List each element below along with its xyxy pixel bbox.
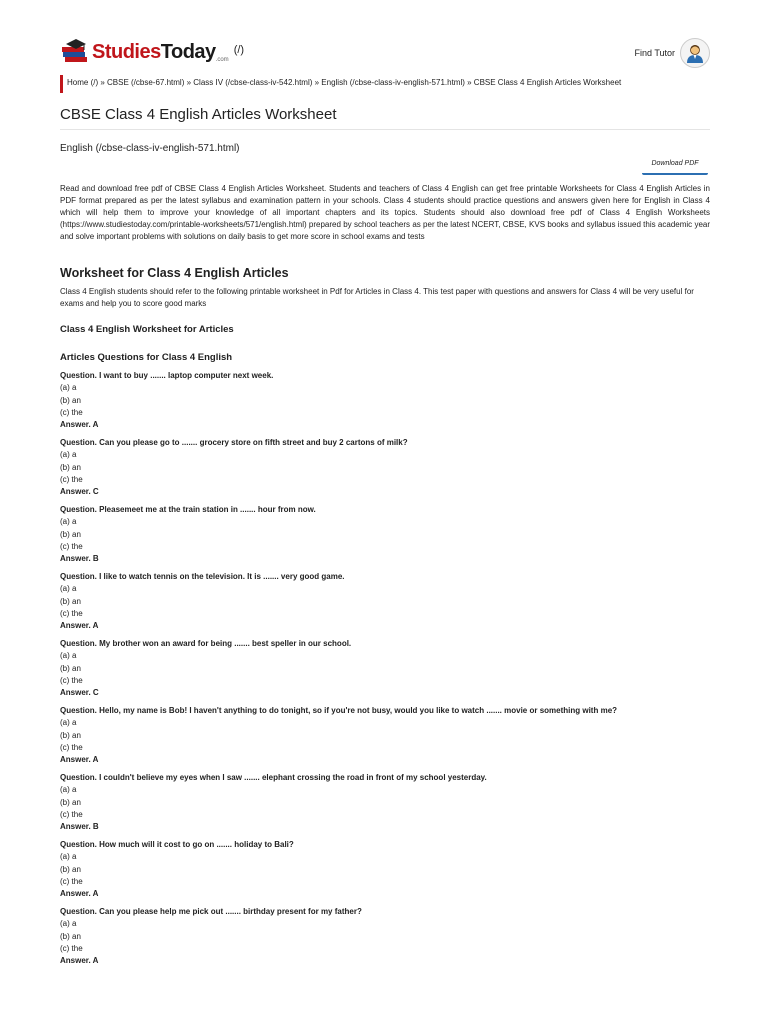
question-text: Question. Hello, my name is Bob! I haven't anything to do tonight, so if you're not busy, would you like to watch ....... movie or something with me? bbox=[60, 706, 618, 715]
option-a: (a) a bbox=[60, 651, 77, 661]
answer: Answer. A bbox=[60, 420, 99, 430]
option-b: (b) an bbox=[60, 529, 81, 539]
question-list bbox=[60, 370, 710, 973]
option-b: (b) an bbox=[60, 864, 81, 874]
option-c: (c) the bbox=[60, 742, 83, 752]
question-text: Question. Can you please help me pick out ....... birthday present for my father? bbox=[60, 907, 362, 916]
title-divider bbox=[60, 129, 710, 130]
option-c: (c) the bbox=[60, 876, 83, 886]
option-c: (c) the bbox=[60, 943, 83, 953]
logo-com: .com bbox=[215, 57, 229, 63]
option-a: (a) a bbox=[60, 919, 77, 929]
download-pdf-button[interactable]: Download PDF bbox=[642, 157, 708, 175]
option-c: (c) the bbox=[60, 541, 83, 551]
question-text: Question. I want to buy ....... laptop computer next week. bbox=[60, 371, 274, 380]
option-c: (c) the bbox=[60, 809, 83, 819]
question-item bbox=[60, 906, 710, 973]
question-item bbox=[60, 772, 710, 839]
site-logo[interactable] bbox=[60, 38, 244, 64]
section-description: Class 4 English students should refer to the following printable worksheet in Pdf for Articles in Class 4. This test paper with questions and answers for Class 4 will be very useful for exams and help you to score good marks bbox=[60, 287, 694, 308]
option-b: (b) an bbox=[60, 730, 81, 740]
answer: Answer. A bbox=[60, 755, 99, 765]
option-b: (b) an bbox=[60, 663, 81, 673]
option-c: (c) the bbox=[60, 608, 83, 618]
answer: Answer. B bbox=[60, 554, 99, 564]
question-item bbox=[60, 571, 710, 638]
option-c: (c) the bbox=[60, 675, 83, 685]
home-link[interactable]: (/) bbox=[233, 44, 245, 56]
option-c: (c) the bbox=[60, 407, 83, 417]
answer: Answer. A bbox=[60, 956, 99, 966]
subject-link[interactable]: English (/cbse-class-iv-english-571.html) bbox=[60, 143, 240, 154]
page-title: CBSE Class 4 English Articles Worksheet bbox=[60, 106, 337, 123]
find-tutor-label[interactable]: Find Tutor bbox=[634, 48, 675, 58]
question-item bbox=[60, 839, 710, 906]
option-a: (a) a bbox=[60, 450, 77, 460]
option-b: (b) an bbox=[60, 395, 81, 405]
books-icon bbox=[60, 38, 90, 64]
answer: Answer. A bbox=[60, 621, 99, 631]
question-text: Question. My brother won an award for being ....... best speller in our school. bbox=[60, 639, 352, 648]
intro-paragraph: Read and download free pdf of CBSE Class 4 English Articles Worksheet. Students and teachers of Class 4 English can get free printable Worksheets for Class 4 English Articles in PDF format prepared as per the latest syllabus and examination pattern in your schools. Class 4 students should practice questions and answers given here for English in Class 4 which will help them to improve your knowledge of all important chapters and its topics. Students should also download free pdf of Class 4 English Worksheets (https://www.studiestoday.com/printable-worksheets/571/english.html) prepared by school teachers as per the latest NCERT, CBSE, KVS books and syllabus issued this academic year and solve important problems with solutions on daily basis to get more score in school exams and tests bbox=[60, 184, 710, 241]
answer: Answer. C bbox=[60, 688, 99, 698]
option-a: (a) a bbox=[60, 852, 77, 862]
option-a: (a) a bbox=[60, 383, 77, 393]
question-text: Question. Can you please go to ....... grocery store on fifth street and buy 2 cartons of milk? bbox=[60, 438, 408, 447]
question-item bbox=[60, 638, 710, 705]
site-header bbox=[60, 38, 710, 72]
question-item bbox=[60, 504, 710, 571]
logo-wordmark: StudiesToday bbox=[92, 41, 216, 63]
option-a: (a) a bbox=[60, 785, 77, 795]
option-b: (b) an bbox=[60, 931, 81, 941]
question-item bbox=[60, 437, 710, 504]
option-b: (b) an bbox=[60, 797, 81, 807]
question-text: Question. Pleasemeet me at the train station in ....... hour from now. bbox=[60, 505, 316, 514]
option-c: (c) the bbox=[60, 474, 83, 484]
question-item bbox=[60, 370, 710, 437]
tutor-avatar-icon[interactable] bbox=[680, 38, 710, 68]
option-a: (a) a bbox=[60, 718, 77, 728]
section-heading: Worksheet for Class 4 English Articles bbox=[60, 266, 289, 280]
worksheet-subheading: Class 4 English Worksheet for Articles bbox=[60, 324, 234, 335]
answer: Answer. C bbox=[60, 487, 99, 497]
answer: Answer. A bbox=[60, 889, 99, 899]
question-text: Question. I couldn't believe my eyes when I saw ....... elephant crossing the road in front of my school yesterday. bbox=[60, 773, 487, 782]
question-text: Question. I like to watch tennis on the television. It is ....... very good game. bbox=[60, 572, 345, 581]
question-text: Question. How much will it cost to go on ....... holiday to Bali? bbox=[60, 840, 294, 849]
questions-subheading: Articles Questions for Class 4 English bbox=[60, 352, 233, 363]
answer: Answer. B bbox=[60, 822, 99, 832]
find-tutor[interactable] bbox=[634, 38, 710, 68]
option-b: (b) an bbox=[60, 462, 81, 472]
breadcrumb[interactable]: Home (/) » CBSE (/cbse-67.html) » Class IV (/cbse-class-iv-542.html) » English (/cbse-class-iv-english-571.html) » CBSE Class 4 English Articles Worksheet bbox=[60, 75, 710, 93]
question-item bbox=[60, 705, 710, 772]
option-a: (a) a bbox=[60, 517, 77, 527]
option-b: (b) an bbox=[60, 596, 81, 606]
option-a: (a) a bbox=[60, 584, 77, 594]
